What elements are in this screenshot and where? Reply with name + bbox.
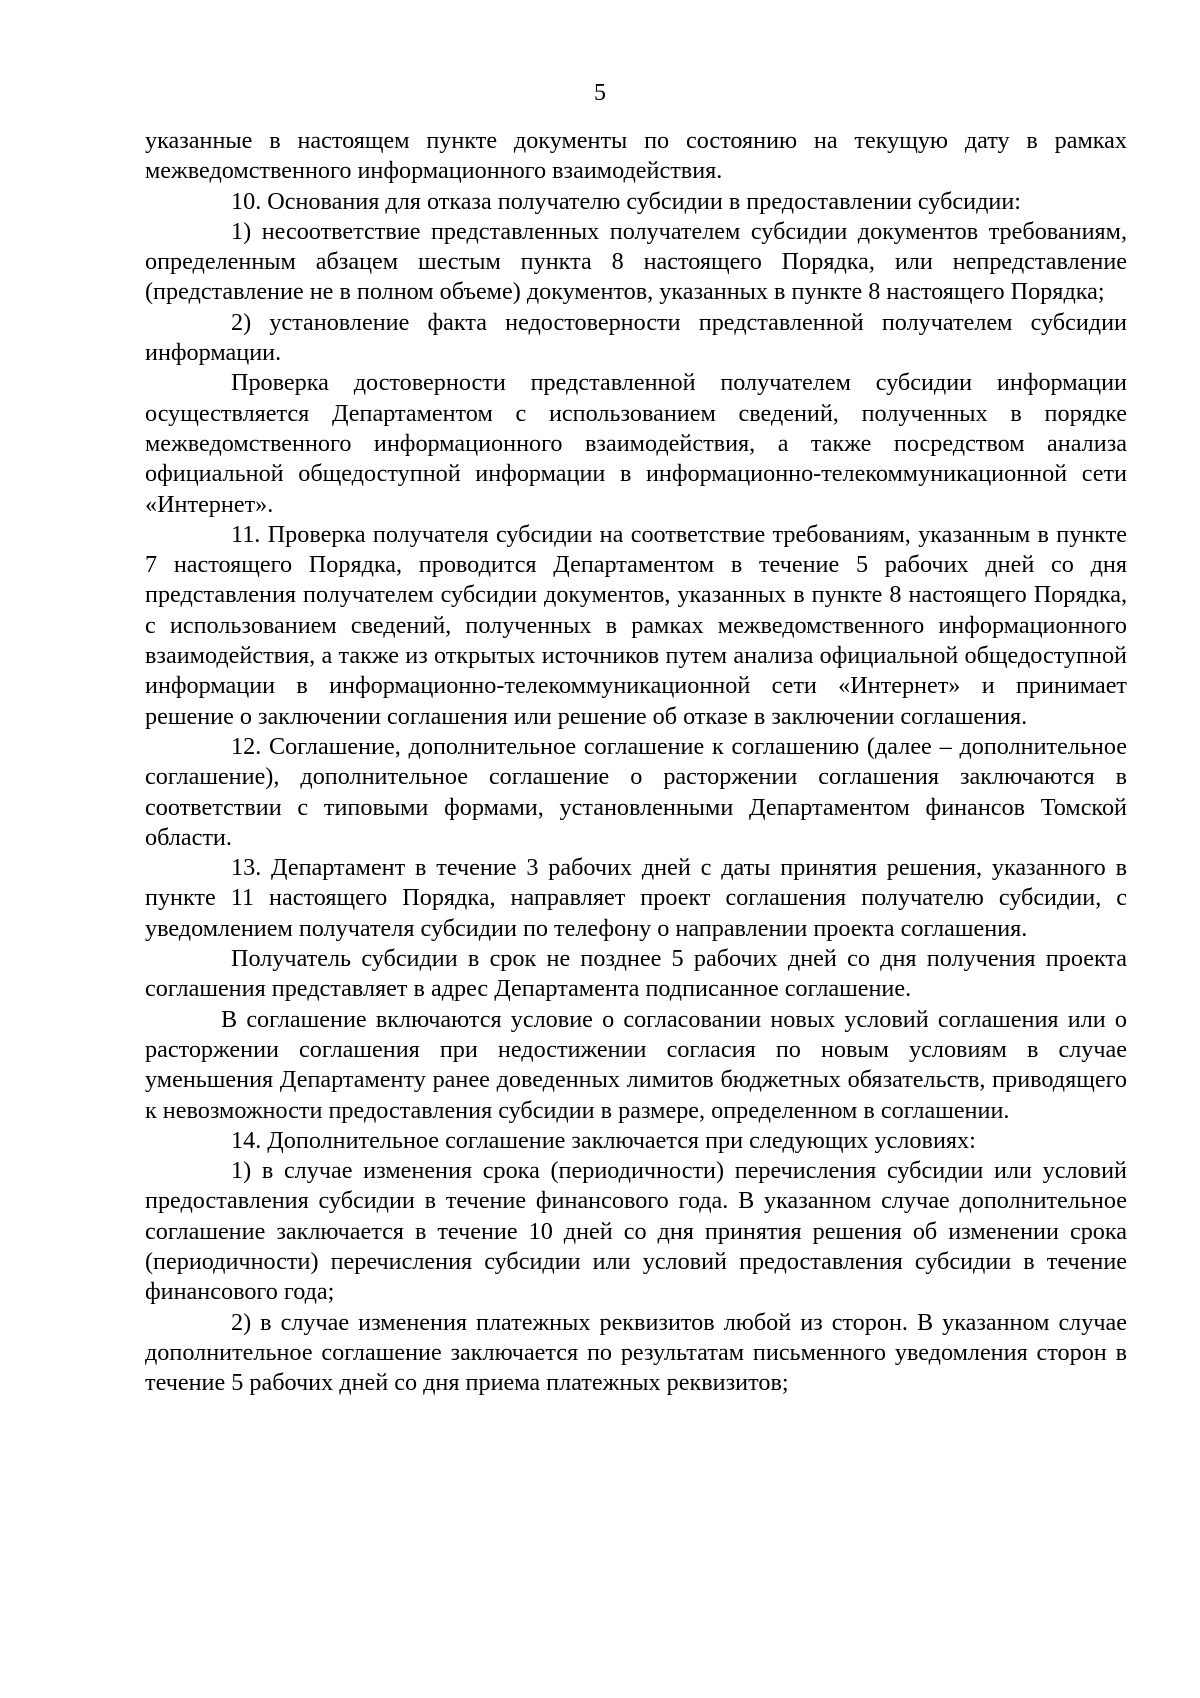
paragraph-recipient-deadline: Получатель субсидии в срок не позднее 5 рабочих дней со дня получения проекта соглашения представляет в адрес Департамента подписанное соглашение. bbox=[145, 945, 1127, 1003]
document-body bbox=[145, 126, 1127, 1398]
paragraph-item-13: 13. Департамент в течение 3 рабочих дней с даты принятия решения, указанного в пункте 11 настоящего Порядка, направляет проект соглашения получателю субсидии, с уведомлением получателя субсидии по телефону о направлении проекта соглашения. bbox=[145, 854, 1127, 942]
paragraph-agreement-conditions: В соглашение включаются условие о согласовании новых условий соглашения или о расторжении соглашения при недостижении согласия по новым условиям в случае уменьшения Департаменту ранее доведенных лимитов бюджетных обязательств, приводящего к невозможности предоставления субсидии в размере, определенном в соглашении. bbox=[145, 1005, 1127, 1124]
paragraph-item-10: 10. Основания для отказа получателю субсидии в предоставлении субсидии: bbox=[231, 187, 1021, 215]
paragraph-item-10-2: 2) установление факта недостоверности представленной получателем субсидии информации. bbox=[145, 308, 1127, 367]
paragraph-item-11: 11. Проверка получателя субсидии на соответствие требованиям, указанным в пункте 7 настоящего Порядка, проводится Департаментом в течение 5 рабочих дней со дня представления получателем субсидии документов, указанных в пункте 8 настоящего Порядка, с использованием сведений, полученных в рамках межведомственного информационного взаимодействия, а также из открытых источников путем анализа официальной общедоступной информации в информационно-телекоммуникационной сети «Интернет» и принимает решение о заключении соглашения или решение об отказе в заключении соглашения. bbox=[145, 520, 1127, 730]
paragraph-item-12: 12. Соглашение, дополнительное соглашение к соглашению (далее – дополнительное соглашение), дополнительное соглашение о расторжении соглашения заключаются в соответствии с типовыми формами, установленными Департаментом финансов Томской области. bbox=[145, 732, 1127, 851]
paragraph-item-14-1: 1) в случае изменения срока (периодичности) перечисления субсидии или условий предоставления субсидии в течение финансового года. В указанном случае дополнительное соглашение заключается в течение 10 дней со дня принятия решения об изменении срока (периодичности) перечисления субсидии или условий предоставления субсидии в течение финансового года; bbox=[145, 1157, 1127, 1306]
paragraph-item-14-2: 2) в случае изменения платежных реквизитов любой из сторон. В указанном случае дополнительное соглашение заключается по результатам письменного уведомления сторон в течение 5 рабочих дней со дня приема платежных реквизитов; bbox=[145, 1308, 1127, 1397]
paragraph-verification: Проверка достоверности представленной получателем субсидии информации осуществляется Департаментом с использованием сведений, полученных в порядке межведомственного информационного взаимодействия, а также посредством анализа официальной общедоступной информации в информационно-телекоммуникационной сети «Интернет». bbox=[145, 369, 1127, 518]
paragraph-item-14: 14. Дополнительное соглашение заключается при следующих условиях: bbox=[231, 1126, 976, 1154]
paragraph-continuation: указанные в настоящем пункте документы по состоянию на текущую дату в рамках межведомственного информационного взаимодействия. bbox=[145, 127, 1127, 185]
paragraph-item-10-1: 1) несоответствие представленных получателем субсидии документов требованиям, определенным абзацем шестым пункта 8 настоящего Порядка, или непредставление (представление не в полном объеме) документов, указанных в пункте 8 настоящего Порядка; bbox=[145, 217, 1127, 306]
page-number: 5 bbox=[594, 80, 606, 106]
